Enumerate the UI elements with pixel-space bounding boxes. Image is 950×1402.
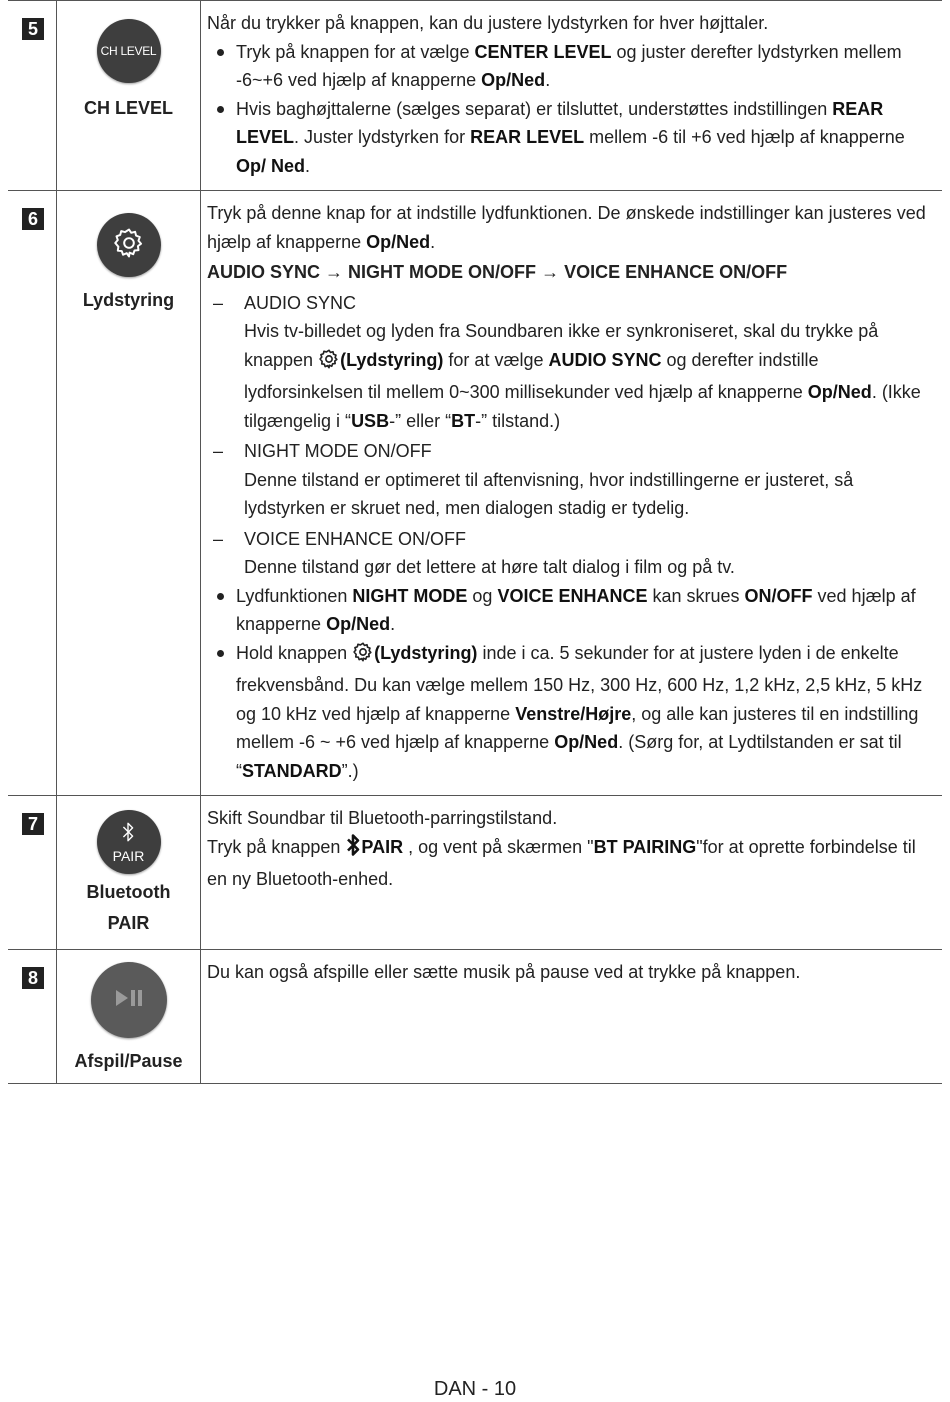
play-pause-button bbox=[91, 962, 167, 1038]
item-number: 6 bbox=[22, 208, 44, 230]
button-description-table bbox=[8, 0, 942, 1084]
item-number: 8 bbox=[22, 967, 44, 989]
voice-enhance-heading: – VOICE ENHANCE ON/OFF bbox=[207, 525, 936, 554]
description-intro: Tryk på denne knap for at indstille lydfunktionen. De ønskede indstillinger kan justeres ved hjælp af knapperne Op/Ned. bbox=[207, 203, 926, 252]
night-mode-heading: – NIGHT MODE ON/OFF bbox=[207, 437, 936, 466]
button-label: CH LEVEL bbox=[83, 98, 173, 118]
table-row bbox=[8, 1, 942, 191]
play-pause-icon bbox=[114, 988, 144, 1013]
ch-level-button-text: CH LEVEL bbox=[100, 44, 157, 58]
table-row bbox=[8, 191, 942, 796]
bluetooth-icon bbox=[345, 833, 361, 866]
ch-level-button bbox=[97, 19, 161, 83]
pair-button-text: PAIR bbox=[112, 848, 145, 864]
description-line: Tryk på knappen PAIR , og vent på skærmen "BT PAIRING"for at oprette forbindelse til en ny Bluetooth-enhed. bbox=[207, 833, 936, 894]
description-intro: Når du trykker på knappen, kan du justere lydstyrken for hver højttaler. bbox=[207, 13, 769, 33]
button-label: Afspil/Pause bbox=[74, 1051, 183, 1071]
gear-icon bbox=[352, 641, 374, 672]
item-number: 5 bbox=[22, 18, 44, 40]
bullet-item: Tryk på knappen for at vælge CENTER LEVEL og juster derefter lydstyrken mellem -6~+6 ved hjælp af knapperne Op/Ned. bbox=[207, 38, 936, 95]
item-number: 7 bbox=[22, 813, 44, 835]
voice-enhance-text: Denne tilstand gør det lettere at høre talt dialog i film og på tv. bbox=[244, 557, 735, 577]
table-row bbox=[8, 796, 942, 950]
audio-sync-heading: – AUDIO SYNC bbox=[207, 289, 936, 318]
bullet-item: Hold knappen (Lydstyring) inde i ca. 5 sekunder for at justere lyden i de enkelte frekvensbånd. Du kan vælge mellem 150 Hz, 300 Hz, 600 Hz, 1,2 kHz, 2,5 kHz, 5 kHz og 10 kHz ved hjælp af knapperne Venstre/Højre, og alle kan justeres til en indstilling mellem -6 ~ +6 ved hjælp af knapperne Op/Ned. (Sørg for, at Lydtilstanden er sat til “STANDARD”.) bbox=[207, 639, 936, 786]
bullet-item: Lydfunktionen NIGHT MODE og VOICE ENHANCE kan skrues ON/OFF ved hjælp af knapperne Op/Ned. bbox=[207, 582, 936, 639]
bluetooth-icon bbox=[120, 821, 136, 847]
gear-icon bbox=[112, 226, 146, 265]
mode-sequence: AUDIO SYNC → NIGHT MODE ON/OFF → VOICE ENHANCE ON/OFF bbox=[207, 262, 788, 282]
audio-sync-text: Hvis tv-billedet og lyden fra Soundbaren ikke er synkroniseret, skal du trykke på knappen (Lydstyring) for at vælge AUDIO SYNC og derefter indstille lydforsinkelsen til mellem 0~300 millisekunder ved hjælp af knapperne Op/Ned. (Ikke tilgængelig i “USB-” eller “BT-” tilstand.) bbox=[244, 321, 921, 431]
description-line: Du kan også afspille eller sætte musik på pause ved at trykke på knappen. bbox=[207, 962, 801, 982]
table-row bbox=[8, 950, 942, 1084]
button-label: Bluetooth PAIR bbox=[86, 882, 171, 933]
sound-control-button bbox=[97, 213, 161, 277]
bullet-item: Hvis baghøjttalerne (sælges separat) er tilsluttet, understøttes indstillingen REAR LEVEL. Juster lydstyrken for REAR LEVEL mellem -6 til +6 ved hjælp af knapperne Op/ Ned. bbox=[207, 95, 936, 181]
bluetooth-pair-button bbox=[97, 810, 161, 874]
description-line: Skift Soundbar til Bluetooth-parringstilstand. bbox=[207, 808, 558, 828]
button-label: Lydstyring bbox=[82, 290, 175, 310]
gear-icon bbox=[318, 348, 340, 379]
page-number: DAN - 10 bbox=[433, 1378, 517, 1400]
night-mode-text: Denne tilstand er optimeret til aftenvisning, hvor indstillingerne er justeret, så lydstyrken er skruet ned, men dialogen stadig er tydelig. bbox=[244, 469, 854, 518]
